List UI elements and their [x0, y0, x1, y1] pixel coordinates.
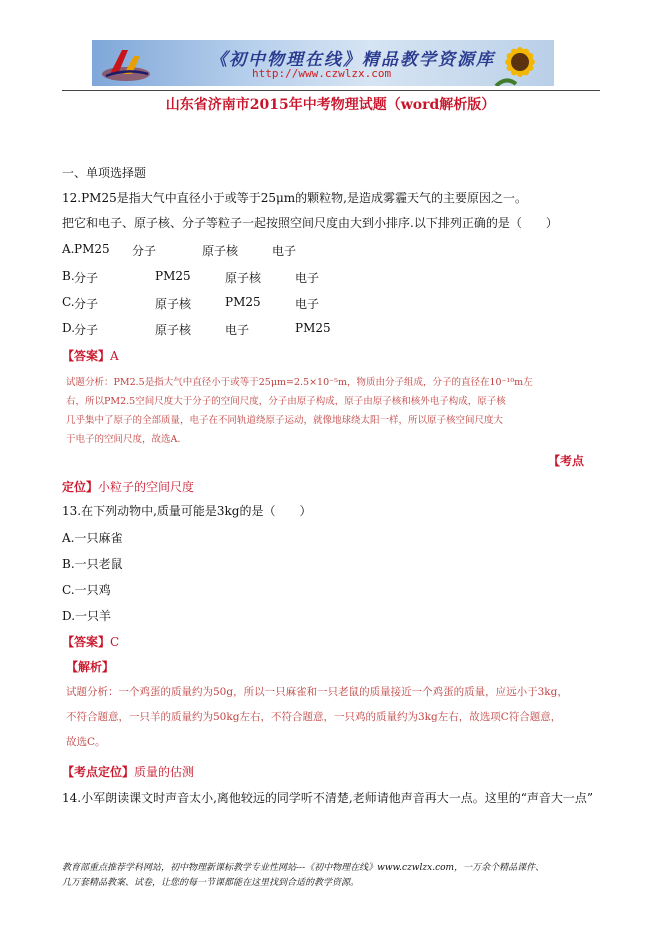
option-item: 分子: [132, 244, 157, 258]
topic-label: 【考点定位】: [62, 765, 135, 779]
option-item: 电子: [272, 244, 297, 258]
option-item: 原子核: [225, 271, 262, 285]
q13-option-b: B.一只老鼠: [62, 557, 123, 571]
header-rule: [62, 90, 600, 91]
answer-label: 【答案】: [62, 349, 111, 363]
q13-explain-label: 【解析】: [66, 660, 115, 674]
analysis-line: 不符合题意，一只羊的质量约为50kg左右，不符合题意，一只鸡的质量约为3kg左右，故选项C符合题意，: [66, 711, 562, 723]
page-footer: [62, 861, 622, 891]
option-letter: B.: [62, 269, 75, 283]
option-item: PM25: [225, 295, 261, 309]
topic-value: 小粒子的空间尺度: [98, 480, 195, 494]
analysis-line: 试题分析：一个鸡蛋的质量约为50g，所以一只麻雀和一只老鼠的质量接近一个鸡蛋的质量，应远小于3kg，: [66, 686, 568, 698]
site-logo-icon: [100, 44, 152, 84]
option-item: 电子: [225, 323, 250, 337]
analysis-line: 故选C。: [66, 736, 106, 748]
footer-line: 几万套精品教案、试卷，让您的每一节课都能在这里找到合适的教学资源。: [62, 878, 360, 888]
q13-analysis: [66, 680, 611, 755]
document-title: 山东省济南市2015年中考物理试题（word解析版）: [165, 97, 496, 113]
q13-option-c: C.一只鸡: [62, 583, 111, 597]
option-item: PM25: [155, 269, 191, 283]
footer-line: 教育部重点推荐学科网站，初中物理新课标教学专业性网站---《初中物理在线》www.czwlzx.com，一万余个精品课件、: [62, 863, 545, 873]
option-letter: D.: [62, 321, 76, 335]
q13-topic: [62, 763, 194, 780]
banner-title: 《初中物理在线》精品教学资源库: [210, 50, 495, 70]
option-letter: C.: [62, 295, 75, 309]
option-item: 电子: [295, 297, 320, 311]
q12-stem-line-1: 12.PM25是指大气中直径小于或等于25μm的颗粒物,是造成雾霾天气的主要原因之一。: [62, 191, 527, 205]
option-item: 分子: [74, 297, 99, 311]
q13-option-d: D.一只羊: [62, 609, 112, 623]
analysis-line: 几乎集中了原子的全部质量，电子在不同轨道绕原子运动，就像地球绕太阳一样，所以原子核空间尺度大: [66, 415, 504, 426]
option-item: 分子: [74, 323, 99, 337]
q13-answer: [62, 633, 119, 650]
analysis-line: 于电子的空间尺度，故选A.: [66, 434, 181, 445]
topic-label: 定位】: [62, 480, 99, 494]
option-item: 电子: [295, 271, 320, 285]
q12-topic: [62, 478, 194, 495]
q12-answer: [62, 347, 119, 364]
analysis-line: 右，所以PM2.5空间尺度大于分子的空间尺度，分子由原子构成，原子由原子核和核外电子构成，原子核: [66, 396, 506, 407]
option-letter: A.: [62, 242, 75, 256]
topic-value: 质量的估测: [134, 765, 195, 779]
section-heading: 一、单项选择题: [62, 166, 147, 180]
q14-stem: 14.小军朗读课文时声音太小,离他较远的同学听不清楚,老师请他声音再大一点。这里的“声音大一点”: [62, 791, 593, 805]
q12-analysis: [66, 373, 546, 449]
option-item: PM25: [74, 242, 110, 256]
banner-url: http://www.czwlzx.com: [252, 67, 392, 80]
option-item: 原子核: [202, 244, 239, 258]
option-item: 原子核: [155, 297, 192, 311]
q12-topic-label-a: 【考点: [548, 454, 585, 468]
answer-value: A: [110, 349, 119, 363]
option-item: 分子: [74, 271, 99, 285]
answer-label: 【答案】: [62, 635, 111, 649]
header-banner: [92, 40, 554, 86]
answer-value: C: [110, 635, 120, 649]
option-item: PM25: [295, 321, 331, 335]
q12-stem-line-2: 把它和电子、原子核、分子等粒子一起按照空间尺度由大到小排序.以下排列正确的是（ ）: [62, 216, 558, 230]
analysis-line: 试题分析：PM2.5是指大气中直径小于或等于25μm=2.5×10⁻⁵m，物质由分子组成，分子的直径在10⁻¹⁰m左: [66, 377, 533, 388]
q13-option-a: A.一只麻雀: [62, 531, 123, 545]
q13-stem: 13.在下列动物中,质量可能是3kg的是（ ）: [62, 504, 312, 518]
option-item: 原子核: [155, 323, 192, 337]
sunflower-icon: [486, 40, 550, 86]
